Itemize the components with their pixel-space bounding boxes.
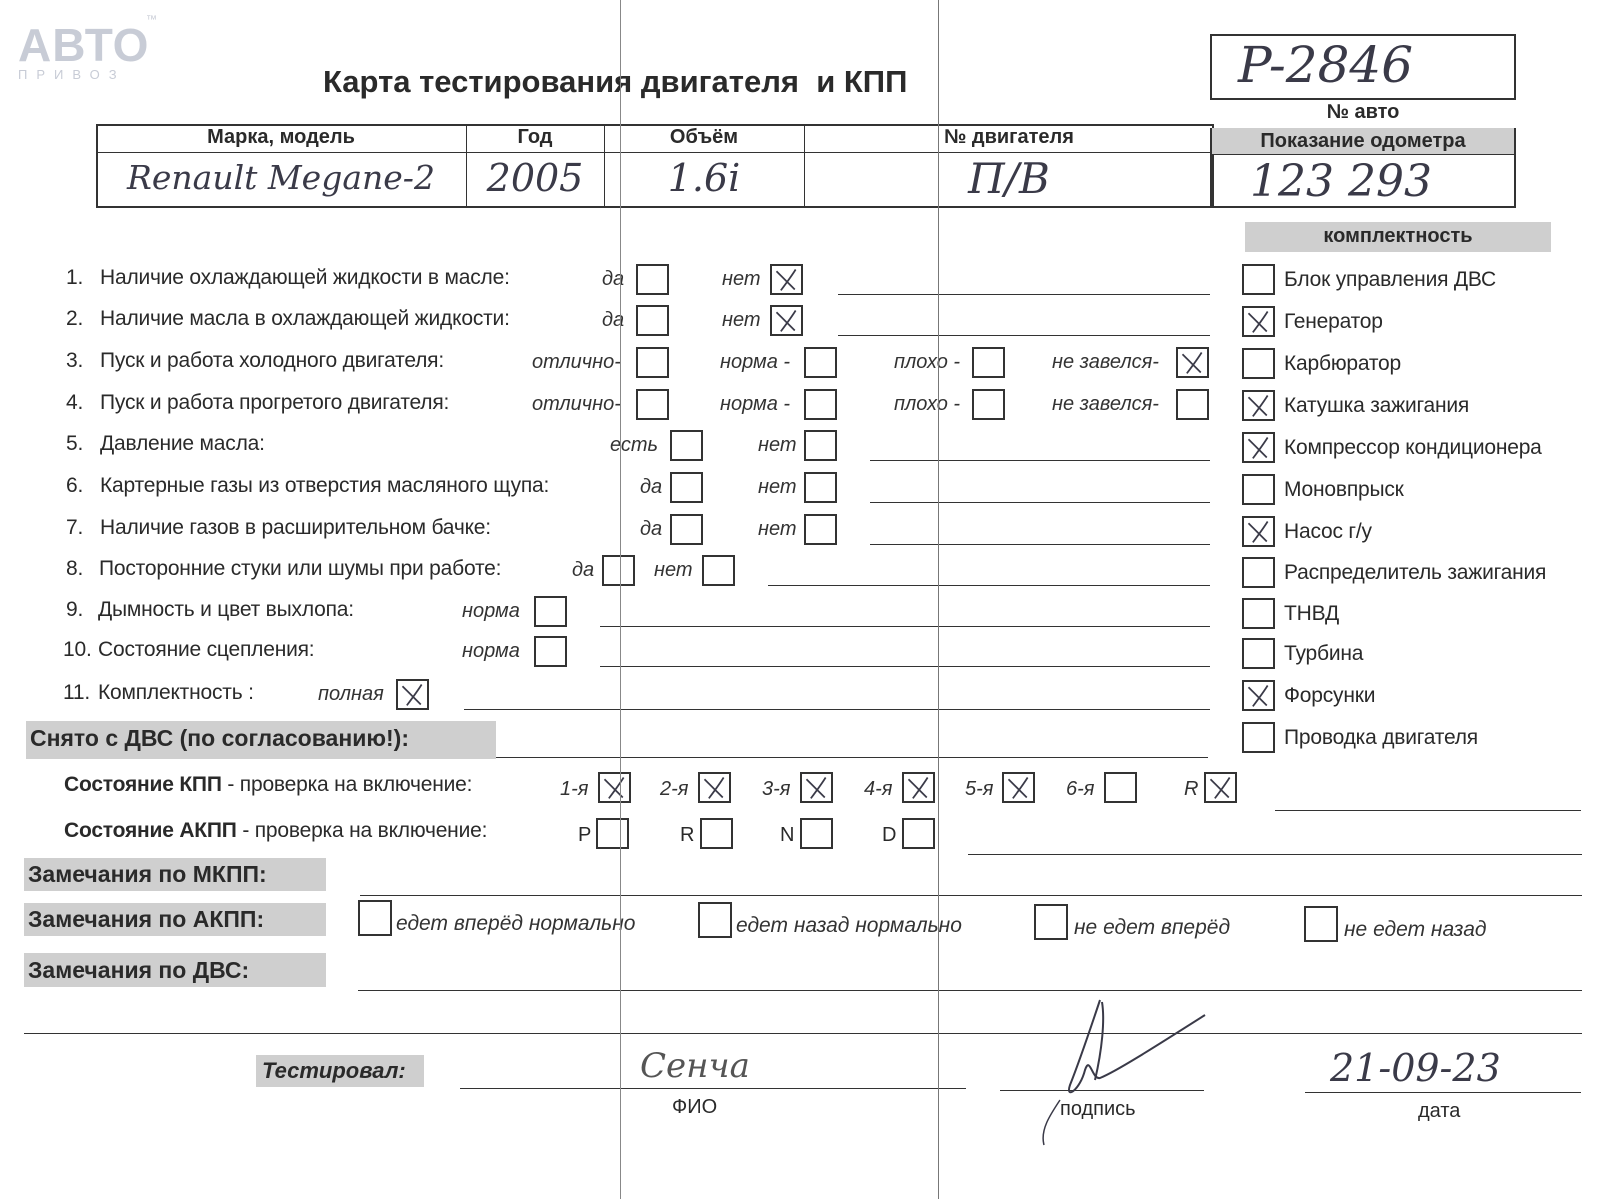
option-checkbox[interactable]	[636, 305, 669, 336]
completeness-checkbox[interactable]	[1242, 680, 1275, 711]
checklist-line	[870, 544, 1210, 545]
option-checkbox[interactable]	[534, 596, 567, 627]
table-header-year: Год	[517, 126, 553, 148]
option-label: нет	[722, 268, 761, 290]
odometer-label: Показание одометра	[1260, 130, 1466, 152]
akpp-remark-checkbox[interactable]	[1034, 904, 1068, 940]
checklist-label: Давление масла:	[100, 432, 265, 455]
kpp-label	[64, 773, 472, 797]
checklist-number: 6.	[66, 474, 84, 497]
completeness-checkbox[interactable]	[1242, 516, 1275, 547]
car-number-label: № авто	[1326, 101, 1400, 123]
completeness-item-label: Моновпрыск	[1284, 478, 1404, 501]
checklist-line	[464, 709, 1210, 710]
table-value-model: Renault Megane-2	[127, 158, 435, 197]
signature-stroke-3	[1043, 1100, 1060, 1145]
option-checkbox[interactable]	[804, 514, 837, 545]
option-label: отлично-	[532, 351, 621, 373]
checklist-number: 8.	[66, 557, 84, 580]
checklist-label: Дымность и цвет выхлопа:	[98, 598, 354, 621]
kpp-gear-checkbox[interactable]	[1104, 772, 1137, 803]
kpp-label-rest: - проверка на включение:	[221, 773, 473, 796]
tester-name-handwritten: Сенча	[640, 1046, 750, 1086]
scan-fold-line-1	[620, 0, 621, 1199]
remarks-mkpp-label: Замечания по МКПП:	[24, 858, 326, 891]
option-label: полная	[318, 683, 384, 705]
option-label: норма	[462, 600, 520, 622]
completeness-item-label: Компрессор кондиционера	[1284, 436, 1542, 459]
option-label: норма -	[720, 393, 791, 415]
kpp-gear-checkbox[interactable]	[598, 772, 631, 803]
option-checkbox[interactable]	[804, 472, 837, 503]
table-header-volume: Объём	[669, 126, 739, 148]
checklist-label: Наличие охлаждающей жидкости в масле:	[100, 266, 510, 289]
checklist-line	[768, 585, 1210, 586]
date-line	[1305, 1092, 1581, 1093]
kpp-gear-label: R	[1184, 778, 1199, 800]
option-checkbox[interactable]	[804, 430, 837, 461]
completeness-item-label: Генератор	[1284, 310, 1383, 333]
option-checkbox[interactable]	[770, 305, 803, 336]
completeness-item-label: Форсунки	[1284, 684, 1376, 707]
option-label: да	[640, 518, 663, 540]
odometer-value: 123 293	[1250, 156, 1432, 207]
kpp-gear-label: 2-я	[660, 778, 689, 800]
kpp-gear-label: 6-я	[1066, 778, 1095, 800]
logo-main: АВТО	[18, 19, 150, 71]
completeness-checkbox[interactable]	[1242, 638, 1275, 669]
akpp-remark-checkbox[interactable]	[358, 900, 392, 936]
akpp-position-checkbox[interactable]	[596, 818, 629, 849]
kpp-gear-label: 5-я	[965, 778, 994, 800]
signature-stroke-1	[1069, 1000, 1205, 1092]
checklist-line	[600, 666, 1210, 667]
completeness-checkbox[interactable]	[1242, 557, 1275, 588]
logo-tm: ™	[146, 14, 157, 26]
removed-label: Снято с ДВС (по согласованию!):	[26, 721, 496, 759]
checklist-label: Пуск и работа прогретого двигателя:	[100, 391, 450, 414]
checklist-label: Посторонние стуки или шумы при работе:	[99, 557, 502, 580]
akpp-label	[64, 819, 487, 843]
checklist-line	[838, 294, 1210, 295]
completeness-checkbox[interactable]	[1242, 348, 1275, 379]
checklist-number: 11.	[63, 681, 91, 704]
option-label: да	[572, 559, 595, 581]
option-checkbox[interactable]	[702, 555, 735, 586]
option-checkbox[interactable]	[804, 389, 837, 420]
option-label: нет	[758, 476, 797, 498]
akpp-position-label: D	[882, 824, 897, 846]
checklist-label: Наличие масла в охлаждающей жидкости:	[100, 307, 510, 330]
kpp-gear-checkbox[interactable]	[902, 772, 935, 803]
akpp-position-label: P	[578, 824, 592, 846]
checklist-line	[870, 460, 1210, 461]
signature-image	[1030, 990, 1220, 1150]
option-checkbox[interactable]	[396, 679, 429, 710]
kpp-gear-checkbox[interactable]	[1204, 772, 1237, 803]
akpp-remark-label: не едет вперёд	[1074, 916, 1231, 939]
checklist-line	[600, 626, 1210, 627]
table-value-year: 2005	[486, 156, 584, 200]
remarks-mkpp-line	[360, 895, 1582, 896]
scan-fold-line-2	[938, 0, 939, 1199]
akpp-position-checkbox[interactable]	[800, 818, 833, 849]
checklist-number: 10.	[63, 638, 92, 661]
date-handwritten: 21-09-23	[1330, 1046, 1501, 1090]
option-label: плохо -	[894, 351, 961, 373]
kpp-line	[1275, 810, 1581, 811]
option-label: не завелся-	[1052, 351, 1159, 373]
completeness-item-label: Катушка зажигания	[1284, 394, 1470, 417]
page-title: Карта тестирования двигателя и КПП	[323, 64, 908, 99]
completeness-checkbox[interactable]	[1242, 474, 1275, 505]
checklist-label: Пуск и работа холодного двигателя:	[100, 349, 444, 372]
table-header-engine-no: № двигателя	[944, 126, 1074, 148]
akpp-remark-checkbox[interactable]	[1304, 906, 1338, 942]
option-checkbox[interactable]	[534, 636, 567, 667]
kpp-label-bold: Состояние КПП	[64, 773, 222, 796]
checklist-number: 5.	[66, 432, 84, 455]
tested-label-text: Тестировал:	[262, 1058, 406, 1083]
fio-label: ФИО	[672, 1096, 718, 1118]
logo-sub: ПРИВОЗ	[18, 67, 126, 82]
date-label: дата	[1418, 1100, 1461, 1122]
checklist-label: Картерные газы из отверстия масляного щупа:	[100, 474, 550, 497]
akpp-label-rest: - проверка на включение:	[236, 819, 488, 842]
akpp-remark-label: едет вперёд нормально	[396, 912, 636, 935]
option-checkbox[interactable]	[1176, 389, 1209, 420]
option-label: не завелся-	[1052, 393, 1159, 415]
option-label: есть	[610, 434, 659, 456]
option-checkbox[interactable]	[804, 347, 837, 378]
akpp-position-label: N	[780, 824, 795, 846]
completeness-title: комплектность	[1245, 222, 1551, 252]
option-label: нет	[654, 559, 693, 581]
akpp-position-checkbox[interactable]	[700, 818, 733, 849]
checklist-label: Состояние сцепления:	[98, 638, 315, 661]
option-label: норма -	[720, 351, 791, 373]
checklist-label: Наличие газов в расширительном бачке:	[100, 516, 491, 539]
option-label: да	[602, 309, 625, 331]
logo	[14, 14, 164, 86]
option-label: плохо -	[894, 393, 961, 415]
option-label: нет	[722, 309, 761, 331]
option-label: да	[602, 268, 625, 290]
kpp-gear-label: 3-я	[762, 778, 791, 800]
option-label: да	[640, 476, 663, 498]
akpp-label-bold: Состояние АКПП	[64, 819, 237, 842]
option-checkbox[interactable]	[602, 555, 635, 586]
completeness-checkbox[interactable]	[1242, 598, 1275, 629]
checklist-number: 4.	[66, 391, 84, 414]
option-checkbox[interactable]	[670, 430, 703, 461]
checklist-number: 2.	[66, 307, 84, 330]
fio-line	[460, 1088, 966, 1089]
remarks-akpp-label: Замечания по АКПП:	[24, 903, 326, 936]
completeness-item-label: Турбина	[1284, 642, 1364, 665]
checklist-number: 3.	[66, 349, 84, 372]
checklist-label: Комплектность :	[98, 681, 254, 704]
checklist-number: 7.	[66, 516, 84, 539]
completeness-checkbox[interactable]	[1242, 306, 1275, 337]
completeness-checkbox[interactable]	[1242, 264, 1275, 295]
option-checkbox[interactable]	[670, 514, 703, 545]
table-value-engine-no: П/В	[968, 154, 1050, 203]
option-checkbox[interactable]	[670, 472, 703, 503]
completeness-checkbox[interactable]	[1242, 432, 1275, 463]
table-header-model: Марка, модель	[207, 126, 355, 148]
checklist-number: 1.	[66, 266, 84, 289]
completeness-checkbox[interactable]	[1242, 722, 1275, 753]
option-checkbox[interactable]	[770, 264, 803, 295]
completeness-item-label: Насос г/у	[1284, 520, 1372, 543]
akpp-remark-label: едет назад нормально	[736, 914, 962, 937]
kpp-gear-label: 1-я	[560, 778, 589, 800]
tested-label	[256, 1055, 424, 1087]
signature-label: подпись	[1060, 1098, 1136, 1120]
removed-line	[496, 757, 1208, 758]
completeness-item-label: Распределитель зажигания	[1284, 561, 1547, 584]
checklist-number: 9.	[66, 598, 84, 621]
remarks-dvs-label: Замечания по ДВС:	[24, 953, 326, 987]
akpp-position-label: R	[680, 824, 695, 846]
option-label: норма	[462, 640, 520, 662]
table-value-volume: 1.6i	[667, 156, 741, 200]
akpp-line	[968, 854, 1582, 855]
option-label: отлично-	[532, 393, 621, 415]
kpp-gear-checkbox[interactable]	[1002, 772, 1035, 803]
option-label: нет	[758, 518, 797, 540]
kpp-gear-checkbox[interactable]	[800, 772, 833, 803]
option-checkbox[interactable]	[636, 389, 669, 420]
kpp-gear-checkbox[interactable]	[698, 772, 731, 803]
option-checkbox[interactable]	[972, 347, 1005, 378]
option-checkbox[interactable]	[636, 347, 669, 378]
option-label: нет	[758, 434, 797, 456]
akpp-position-checkbox[interactable]	[902, 818, 935, 849]
completeness-item-label: Карбюратор	[1284, 352, 1402, 375]
completeness-item-label: ТНВД	[1284, 602, 1339, 625]
checklist-line	[838, 335, 1210, 336]
option-checkbox[interactable]	[1176, 347, 1209, 378]
car-number-handwritten: P-2846	[1238, 36, 1414, 94]
completeness-item-label: Проводка двигателя	[1284, 726, 1478, 749]
akpp-remark-label: не едет назад	[1344, 918, 1487, 941]
remarks-extra-line	[24, 1033, 1582, 1034]
kpp-gear-label: 4-я	[864, 778, 893, 800]
completeness-item-label: Блок управления ДВС	[1284, 268, 1497, 291]
option-checkbox[interactable]	[972, 389, 1005, 420]
remarks-dvs-line	[358, 990, 1582, 991]
option-checkbox[interactable]	[636, 264, 669, 295]
akpp-remark-checkbox[interactable]	[698, 902, 732, 938]
completeness-checkbox[interactable]	[1242, 390, 1275, 421]
checklist-line	[870, 502, 1210, 503]
